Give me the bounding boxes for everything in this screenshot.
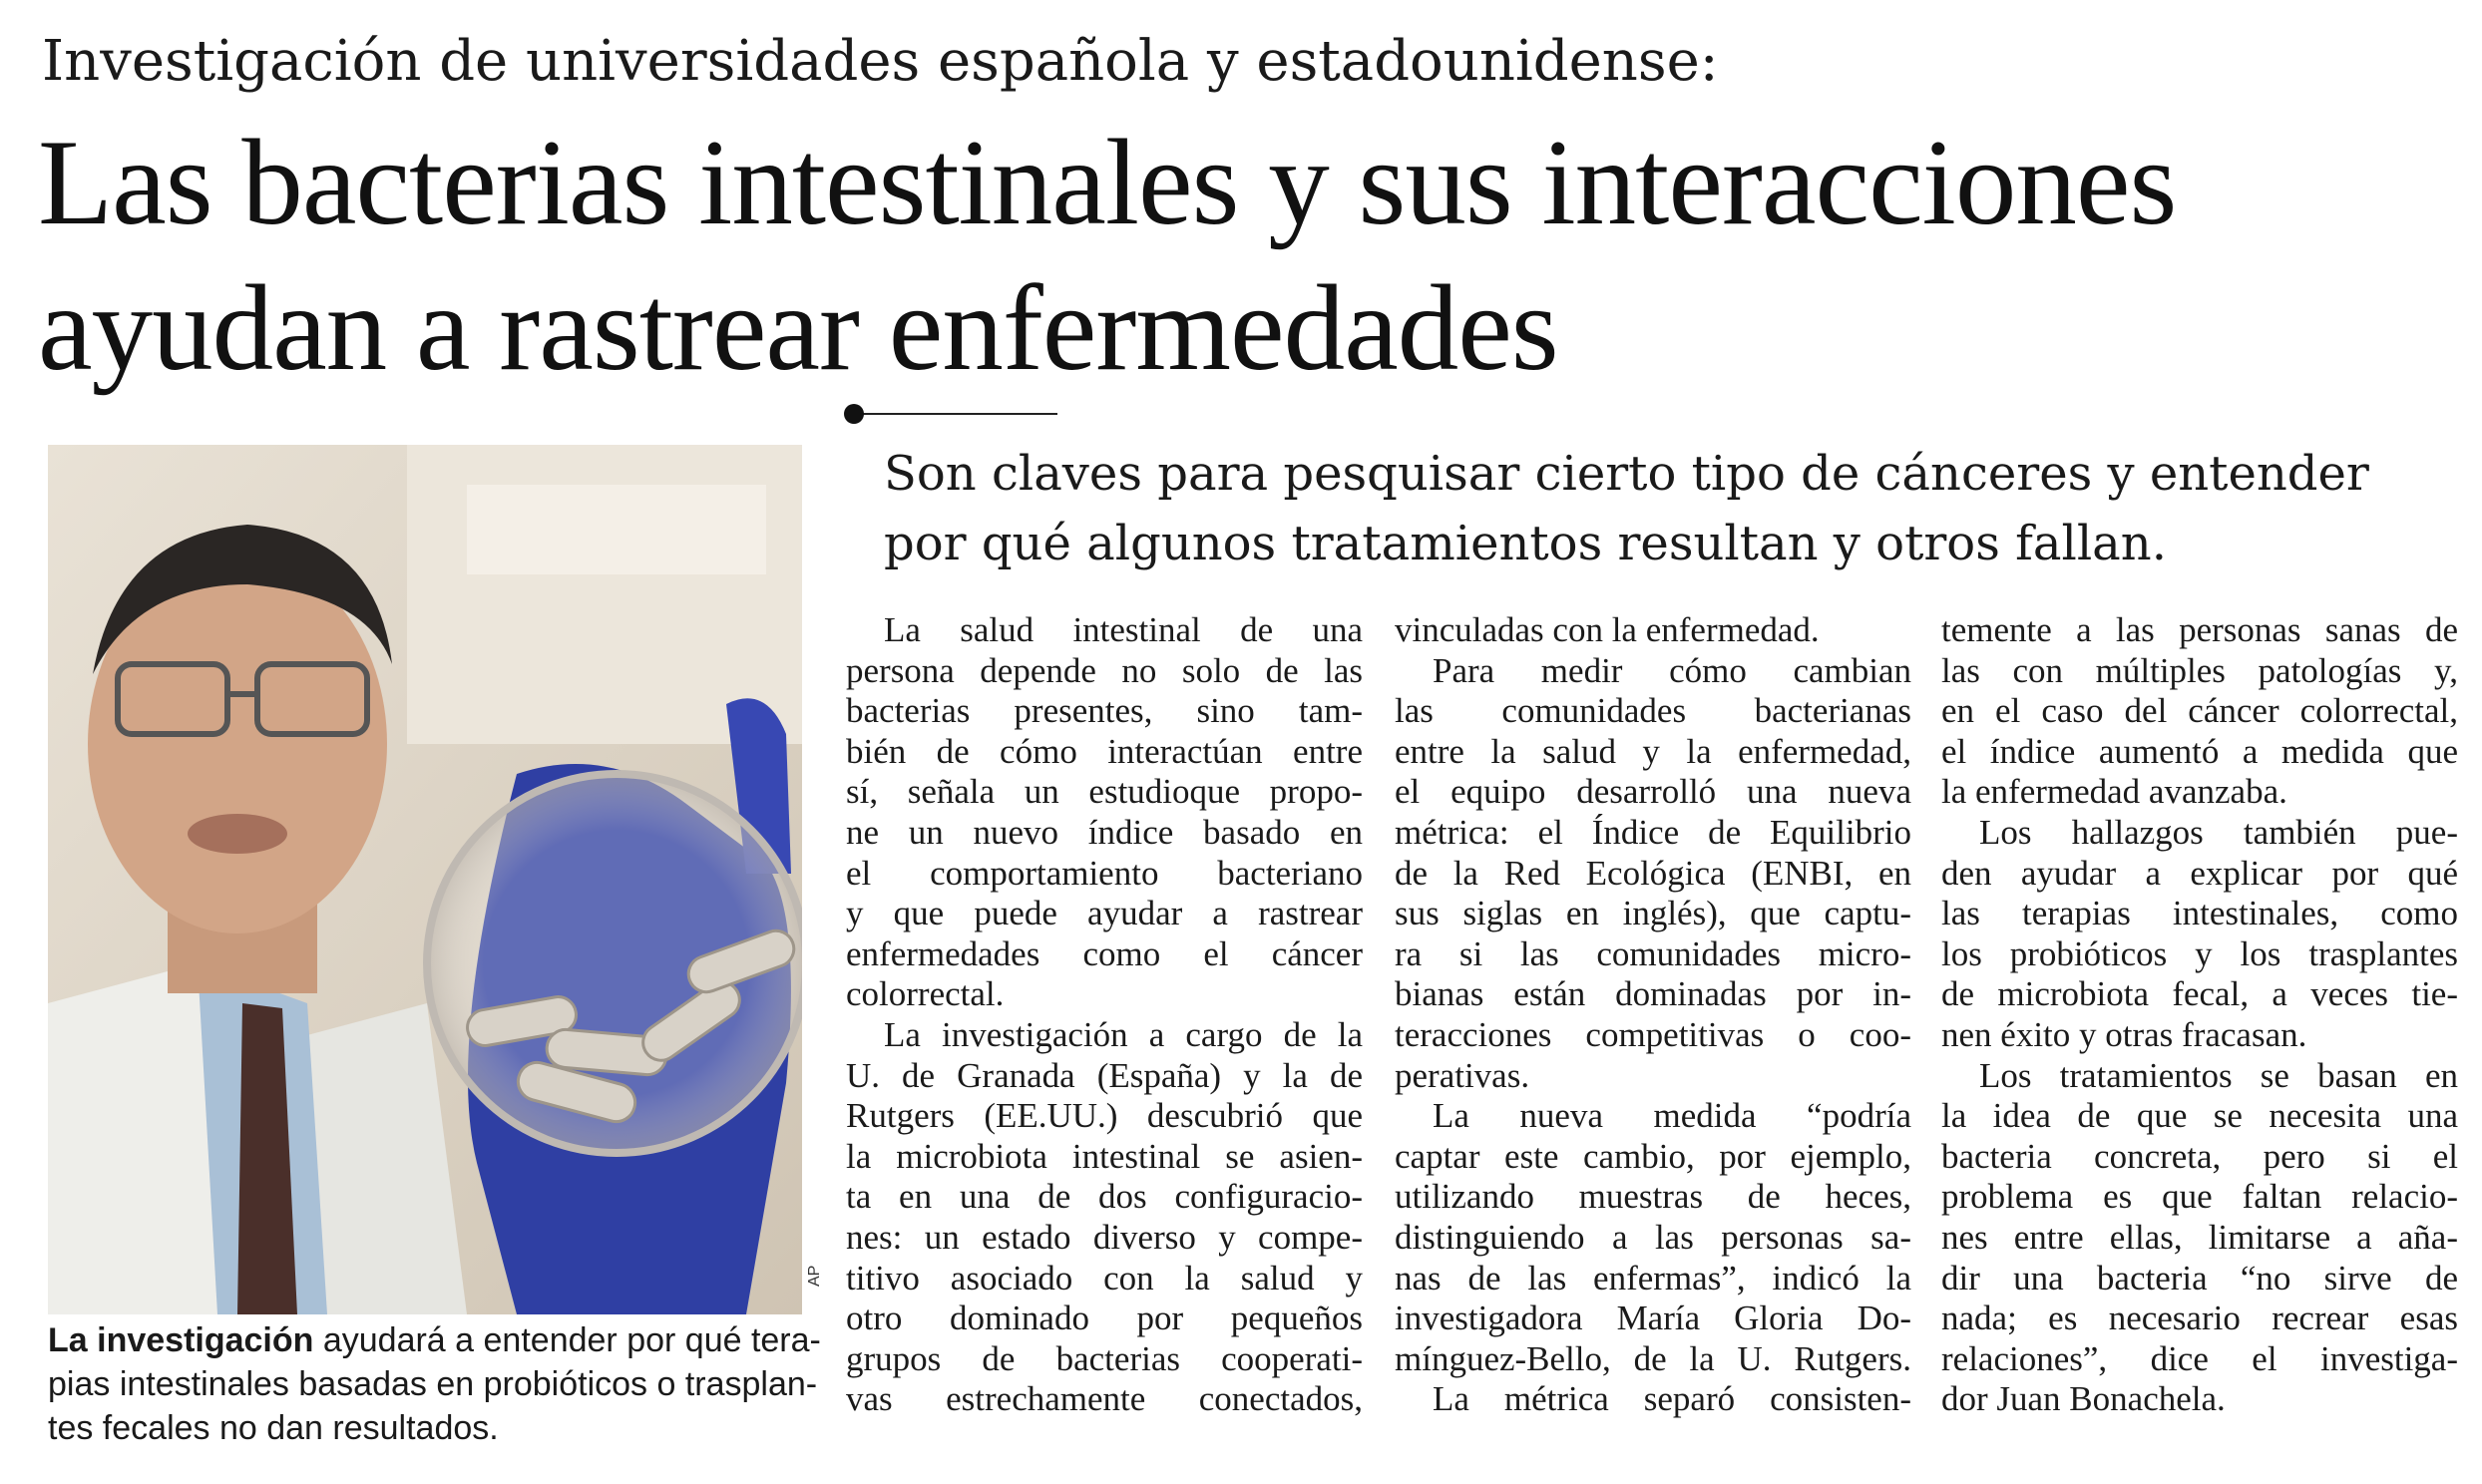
headline-line-1: Las bacterias intestinales y sus interacciones	[38, 114, 2177, 250]
headline	[38, 110, 2462, 401]
headline-line-2: ayudan a rastrear enfermedades	[38, 259, 1558, 396]
article-photo	[48, 445, 802, 1314]
body-line: U. de Granada (España) y la de	[846, 1055, 1363, 1095]
body-line: La nueva medida “podría	[1433, 1096, 1911, 1136]
body-line: temente a las personas sanas de	[1941, 610, 2458, 649]
photo-credit: AP	[806, 1265, 823, 1287]
body-line: Los hallazgos también pue-	[1979, 812, 2458, 852]
body-line: los probióticos y los trasplantes	[1941, 933, 2458, 973]
body-line: distinguiendo a las personas sa-	[1395, 1217, 1911, 1257]
body-line: la idea de que se necesita una	[1941, 1096, 2458, 1136]
body-line: titivo asociado con la salud y	[846, 1258, 1363, 1298]
kicker: Investigación de universidades española y estadounidense:	[42, 29, 1719, 94]
body-line: problema es que faltan relacio-	[1941, 1177, 2458, 1217]
body-line: colorrectal.	[846, 974, 1005, 1014]
body-line: vas estrechamente conectados,	[846, 1379, 1363, 1419]
body-line: métrica: el Índice de Equilibrio	[1395, 812, 1911, 852]
body-line: La salud intestinal de una	[884, 610, 1363, 649]
deck-rule	[848, 413, 1057, 415]
body-line: las comunidades bacterianas	[1395, 691, 1911, 731]
body-line: la enfermedad avanzaba.	[1941, 772, 2287, 812]
caption-line-2: pias intestinales basadas en probióticos o trasplan-	[48, 1365, 818, 1403]
body-line: la microbiota intestinal se asien-	[846, 1136, 1363, 1176]
body-line: perativas.	[1395, 1055, 1530, 1095]
photo-illustration	[48, 445, 802, 1314]
body-line: bién de cómo interactúan entre	[846, 731, 1363, 771]
body-line: vinculadas con la enfermedad.	[1395, 610, 1820, 649]
body-line: el comportamiento bacteriano	[846, 853, 1363, 893]
body-line: ta en una de dos configuracio-	[846, 1177, 1363, 1217]
body-line: nes entre ellas, limitarse a aña-	[1941, 1217, 2458, 1257]
body-line: grupos de bacterias cooperati-	[846, 1338, 1363, 1378]
body-line: entre la salud y la enfermedad,	[1395, 731, 1911, 771]
body-line: dir una bacteria “no sirve de	[1941, 1258, 2458, 1298]
body-line: el equipo desarrolló una nueva	[1395, 772, 1911, 812]
caption-line-3: tes fecales no dan resultados.	[48, 1409, 499, 1447]
body-line: La investigación a cargo de la	[884, 1014, 1363, 1054]
body-line: nen éxito y otras fracasan.	[1941, 1014, 2307, 1054]
body-line: enfermedades como el cáncer	[846, 933, 1363, 973]
body-line: Rutgers (EE.UU.) descubrió que	[846, 1096, 1363, 1136]
body-line: teracciones competitivas o coo-	[1395, 1014, 1911, 1054]
body-column-2	[1395, 610, 1911, 1420]
body-line: nes: un estado diverso y compe-	[846, 1217, 1363, 1257]
body-line: ra si las comunidades micro-	[1395, 933, 1911, 973]
body-column-3	[1941, 610, 2458, 1420]
photo-caption	[48, 1318, 821, 1450]
body-line: bacterias presentes, sino tam-	[846, 691, 1363, 731]
body-line: den ayudar a explicar por qué	[1941, 853, 2458, 893]
body-line: bacteria concreta, pero si el	[1941, 1136, 2458, 1176]
body-line: mínguez-Bello, de la U. Rutgers.	[1395, 1338, 1911, 1378]
caption-line-1: ayudará a entender por qué tera-	[313, 1321, 821, 1359]
body-line: La métrica separó consisten-	[1433, 1379, 1911, 1419]
body-column-1	[846, 610, 1363, 1420]
body-line: sus siglas en inglés), que captu-	[1395, 894, 1911, 933]
body-line: captar este cambio, por ejemplo,	[1395, 1136, 1911, 1176]
body-line: las con múltiples patologías y,	[1941, 650, 2458, 690]
body-line: en el caso del cáncer colorrectal,	[1941, 691, 2458, 731]
deck	[884, 439, 2460, 578]
body-line: relaciones”, dice el investiga-	[1941, 1338, 2458, 1378]
body-line: sí, señala un estudioque propo-	[846, 772, 1363, 812]
body-line: ne un nuevo índice basado en	[846, 812, 1363, 852]
deck-line-2: por qué algunos tratamientos resultan y otros fallan.	[884, 516, 2167, 571]
body-line: dor Juan Bonachela.	[1941, 1379, 2226, 1419]
body-line: de la Red Ecológica (ENBI, en	[1395, 853, 1911, 893]
body-line: y que puede ayudar a rastrear	[846, 894, 1363, 933]
deck-line-1: Son claves para pesquisar cierto tipo de cánceres y entender	[884, 446, 2369, 502]
body-line: persona depende no solo de las	[846, 650, 1363, 690]
caption-bold: La investigación	[48, 1321, 314, 1359]
body-line: nada; es necesario recrear esas	[1941, 1298, 2458, 1338]
bullet-icon	[844, 404, 864, 424]
body-line: otro dominado por pequeños	[846, 1298, 1363, 1338]
body-line: investigadora María Gloria Do-	[1395, 1298, 1911, 1338]
body-line: las terapias intestinales, como	[1941, 894, 2458, 933]
body-line: Para medir cómo cambian	[1433, 650, 1911, 690]
body-line: el índice aumentó a medida que	[1941, 731, 2458, 771]
body-line: utilizando muestras de heces,	[1395, 1177, 1911, 1217]
body-line: de microbiota fecal, a veces tie-	[1941, 974, 2458, 1014]
body-line: Los tratamientos se basan en	[1979, 1055, 2458, 1095]
body-line: nas de las enfermas”, indicó la	[1395, 1258, 1911, 1298]
body-line: bianas están dominadas por in-	[1395, 974, 1911, 1014]
